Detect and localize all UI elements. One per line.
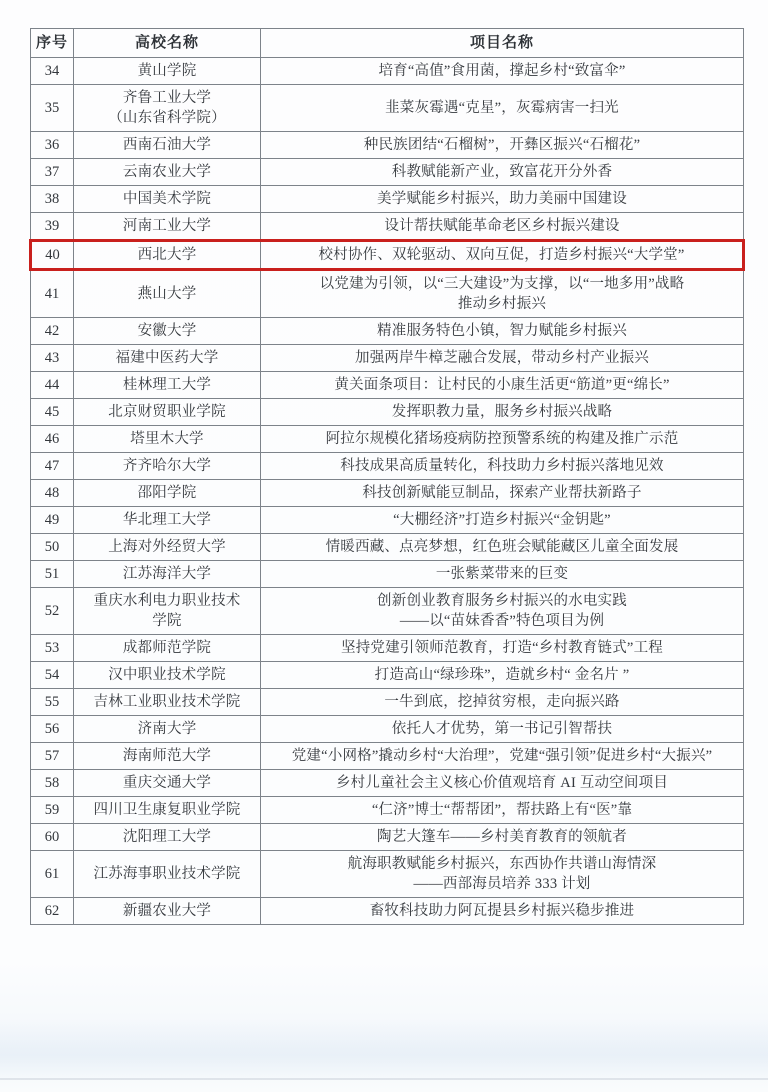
row-number-cell: 34 [31, 58, 74, 85]
table-body [31, 58, 744, 925]
project-name-cell: 陶艺大篷车——乡村美育教育的领航者 [261, 824, 744, 851]
school-name-cell: 海南师范大学 [74, 743, 261, 770]
university-project-table [29, 28, 745, 925]
table-row [31, 85, 744, 132]
scan-shade-artifact [0, 1018, 768, 1080]
project-name-cell: 坚持党建引领师范教育，打造“乡村教育链式”工程 [261, 635, 744, 662]
table-row [31, 480, 744, 507]
project-name-cell: 畜牧科技助力阿瓦提县乡村振兴稳步推进 [261, 898, 744, 925]
school-name-cell: 福建中医药大学 [74, 345, 261, 372]
row-number-cell: 57 [31, 743, 74, 770]
row-number-cell: 46 [31, 426, 74, 453]
project-name-cell: 美学赋能乡村振兴，助力美丽中国建设 [261, 186, 744, 213]
school-name-cell: 新疆农业大学 [74, 898, 261, 925]
school-name-cell: 齐鲁工业大学 （山东省科学院） [74, 85, 261, 132]
school-name-cell: 沈阳理工大学 [74, 824, 261, 851]
school-name-cell: 上海对外经贸大学 [74, 534, 261, 561]
header-project-name: 项目名称 [261, 29, 744, 58]
project-name-cell: 黄关面条项目：让村民的小康生活更“筋道”更“绵长” [261, 372, 744, 399]
table-row [31, 159, 744, 186]
table-row [31, 186, 744, 213]
school-name-cell: 西南石油大学 [74, 132, 261, 159]
header-row [31, 29, 744, 58]
table-row [31, 213, 744, 241]
row-number-cell: 43 [31, 345, 74, 372]
project-name-cell: 创新创业教育服务乡村振兴的水电实践 ——以“苗妹香香”特色项目为例 [261, 588, 744, 635]
school-name-cell: 塔里木大学 [74, 426, 261, 453]
project-name-cell: 航海职教赋能乡村振兴，东西协作共谱山海情深 ——西部海员培养 333 计划 [261, 851, 744, 898]
row-number-cell: 54 [31, 662, 74, 689]
project-name-cell: 培育“高值”食用菌，撑起乡村“致富伞” [261, 58, 744, 85]
table-row [31, 345, 744, 372]
table-row [31, 824, 744, 851]
table-row [31, 689, 744, 716]
project-name-cell: 科技成果高质量转化，科技助力乡村振兴落地见效 [261, 453, 744, 480]
row-number-cell: 61 [31, 851, 74, 898]
project-name-cell: 以党建为引领，以“三大建设”为支撑，以“一地多用”战略 推动乡村振兴 [261, 270, 744, 318]
table-header [31, 29, 744, 58]
project-name-cell: 阿拉尔规模化猪场疫病防控预警系统的构建及推广示范 [261, 426, 744, 453]
row-number-cell: 47 [31, 453, 74, 480]
school-name-cell: 黄山学院 [74, 58, 261, 85]
school-name-cell: 邵阳学院 [74, 480, 261, 507]
school-name-cell: 成都师范学院 [74, 635, 261, 662]
project-name-cell: 科技创新赋能豆制品，探索产业帮扶新路子 [261, 480, 744, 507]
row-number-cell: 40 [31, 241, 74, 270]
table-row [31, 743, 744, 770]
school-name-cell: 桂林理工大学 [74, 372, 261, 399]
project-name-cell: 一张紫菜带来的巨变 [261, 561, 744, 588]
school-name-cell: 江苏海洋大学 [74, 561, 261, 588]
row-number-cell: 60 [31, 824, 74, 851]
scan-bottom-edge [0, 1078, 768, 1080]
table-row [31, 588, 744, 635]
row-number-cell: 36 [31, 132, 74, 159]
project-name-cell: 精准服务特色小镇，智力赋能乡村振兴 [261, 318, 744, 345]
project-name-cell: 一牛到底，挖掉贫穷根，走向振兴路 [261, 689, 744, 716]
header-school-name: 高校名称 [74, 29, 261, 58]
school-name-cell: 华北理工大学 [74, 507, 261, 534]
project-name-cell: 党建“小网格”撬动乡村“大治理”，党建“强引领”促进乡村“大振兴” [261, 743, 744, 770]
row-number-cell: 49 [31, 507, 74, 534]
table-row [31, 426, 744, 453]
row-number-cell: 55 [31, 689, 74, 716]
project-name-cell: 加强两岸牛樟芝融合发展，带动乡村产业振兴 [261, 345, 744, 372]
table-row [31, 318, 744, 345]
project-name-cell: 韭菜灰霉遇“克星”，灰霉病害一扫光 [261, 85, 744, 132]
table-row [31, 399, 744, 426]
row-number-cell: 50 [31, 534, 74, 561]
school-name-cell: 西北大学 [74, 241, 261, 270]
project-name-cell: 种民族团结“石榴树”，开彝区振兴“石榴花” [261, 132, 744, 159]
table-row-highlighted [31, 241, 744, 270]
school-name-cell: 济南大学 [74, 716, 261, 743]
row-number-cell: 41 [31, 270, 74, 318]
table-row [31, 797, 744, 824]
school-name-cell: 重庆交通大学 [74, 770, 261, 797]
table-row [31, 662, 744, 689]
row-number-cell: 59 [31, 797, 74, 824]
project-name-cell: 依托人才优势，第一书记引智帮扶 [261, 716, 744, 743]
school-name-cell: 安徽大学 [74, 318, 261, 345]
row-number-cell: 42 [31, 318, 74, 345]
table-row [31, 561, 744, 588]
row-number-cell: 58 [31, 770, 74, 797]
project-name-cell: 校村协作、双轮驱动、双向互促，打造乡村振兴“大学堂” [261, 241, 744, 270]
school-name-cell: 汉中职业技术学院 [74, 662, 261, 689]
project-name-cell: 科教赋能新产业，致富花开分外香 [261, 159, 744, 186]
row-number-cell: 38 [31, 186, 74, 213]
row-number-cell: 44 [31, 372, 74, 399]
table-row [31, 770, 744, 797]
row-number-cell: 56 [31, 716, 74, 743]
school-name-cell: 云南农业大学 [74, 159, 261, 186]
row-number-cell: 35 [31, 85, 74, 132]
table-row [31, 453, 744, 480]
table-row [31, 635, 744, 662]
table-row [31, 132, 744, 159]
row-number-cell: 37 [31, 159, 74, 186]
row-number-cell: 48 [31, 480, 74, 507]
row-number-cell: 52 [31, 588, 74, 635]
project-name-cell: 打造高山“绿珍珠”，造就乡村“ 金名片 ” [261, 662, 744, 689]
table-row [31, 851, 744, 898]
table-row [31, 716, 744, 743]
header-serial-number: 序号 [31, 29, 74, 58]
row-number-cell: 45 [31, 399, 74, 426]
school-name-cell: 河南工业大学 [74, 213, 261, 241]
school-name-cell: 重庆水利电力职业技术 学院 [74, 588, 261, 635]
table-row [31, 58, 744, 85]
row-number-cell: 62 [31, 898, 74, 925]
project-name-cell: 情暖西藏、点亮梦想，红色班会赋能藏区儿童全面发展 [261, 534, 744, 561]
table-row [31, 372, 744, 399]
school-name-cell: 北京财贸职业学院 [74, 399, 261, 426]
school-name-cell: 齐齐哈尔大学 [74, 453, 261, 480]
project-name-cell: 发挥职教力量，服务乡村振兴战略 [261, 399, 744, 426]
table-row [31, 507, 744, 534]
school-name-cell: 吉林工业职业技术学院 [74, 689, 261, 716]
project-name-cell: “仁济”博士“帮帮团”，帮扶路上有“医”靠 [261, 797, 744, 824]
school-name-cell: 江苏海事职业技术学院 [74, 851, 261, 898]
row-number-cell: 51 [31, 561, 74, 588]
table-row [31, 898, 744, 925]
table-row [31, 534, 744, 561]
row-number-cell: 39 [31, 213, 74, 241]
project-name-cell: 设计帮扶赋能革命老区乡村振兴建设 [261, 213, 744, 241]
school-name-cell: 燕山大学 [74, 270, 261, 318]
school-name-cell: 中国美术学院 [74, 186, 261, 213]
row-number-cell: 53 [31, 635, 74, 662]
project-name-cell: 乡村儿童社会主义核心价值观培育 AI 互动空间项目 [261, 770, 744, 797]
school-name-cell: 四川卫生康复职业学院 [74, 797, 261, 824]
project-name-cell: “大棚经济”打造乡村振兴“金钥匙” [261, 507, 744, 534]
table-row [31, 270, 744, 318]
